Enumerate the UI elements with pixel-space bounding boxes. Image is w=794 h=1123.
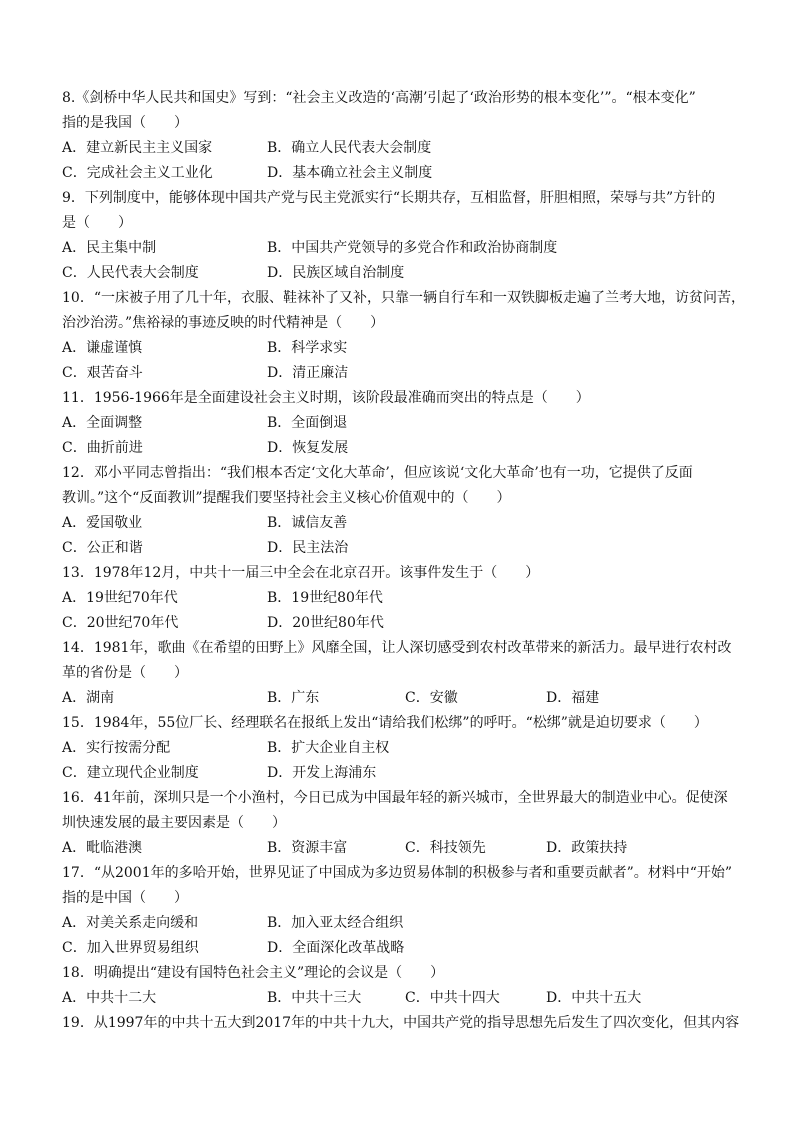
question-10-option-b[interactable]: B．科学求实 — [267, 340, 348, 356]
question-15-option-d[interactable]: D．开发上海浦东 — [267, 765, 377, 781]
question-10-stem-line-1: 10．“一床被子用了几十年，衣服、鞋袜补了又补，只靠一辆自行车和一双铁脚板走遍了兰考大地，访贫问苦， — [62, 290, 745, 306]
question-18-stem-line-1: 18．明确提出“建设有国特色社会主义”理论的会议是（ ） — [62, 965, 445, 981]
question-12-option-b[interactable]: B．诚信友善 — [267, 515, 348, 531]
question-12-stem-line-2: 教训。”这个“反面教训”提醒我们要坚持社会主义核心价值观中的（ ） — [62, 490, 511, 506]
question-9-option-b[interactable]: B．中国共产党领导的多党合作和政治协商制度 — [267, 240, 558, 256]
question-8-option-d[interactable]: D．基本确立社会主义制度 — [267, 165, 433, 181]
question-9-stem-line-1: 9．下列制度中，能够体现中国共产党与民主党派实行“长期共存，互相监督，肝胆相照，荣辱与共”方针的 — [62, 190, 716, 206]
question-18-option-d[interactable]: D．中共十五大 — [546, 990, 642, 1006]
question-17-option-d[interactable]: D．全面深化改革战略 — [267, 940, 405, 956]
question-12-stem-line-1: 12．邓小平同志曾指出：“我们根本否定‘文化大革命’，但应该说‘文化大革命’也有一功，它提供了反面 — [62, 465, 693, 481]
question-11-stem-line-1: 11．1956-1966年是全面建设社会主义时期，该阶段最准确而突出的特点是（ ） — [62, 390, 590, 406]
question-17-stem-line-1: 17．“从2001年的多哈开始，世界见证了中国成为多边贸易体制的积极参与者和重要贡献者”。材料中“开始” — [62, 865, 733, 881]
question-10-option-d[interactable]: D．清正廉洁 — [267, 365, 349, 381]
question-14-option-b[interactable]: B．广东 — [267, 690, 320, 706]
question-15-option-b[interactable]: B．扩大企业自主权 — [267, 740, 390, 756]
question-12-option-c[interactable]: C．公正和谐 — [62, 540, 143, 556]
question-14-option-c[interactable]: C．安徽 — [405, 690, 458, 706]
question-15-option-a[interactable]: A．实行按需分配 — [62, 740, 171, 756]
question-14-option-d[interactable]: D．福建 — [546, 690, 600, 706]
question-15-stem-line-1: 15．1984年，55位厂长、经理联名在报纸上发出“请给我们松绑”的呼吁。“松绑”就是迫切要求（ ） — [62, 715, 708, 731]
question-17-stem-line-2: 指的是中国（ ） — [62, 890, 188, 906]
question-8-option-c[interactable]: C．完成社会主义工业化 — [62, 165, 213, 181]
question-18-option-a[interactable]: A．中共十二大 — [62, 990, 157, 1006]
question-9-option-a[interactable]: A．民主集中制 — [62, 240, 157, 256]
question-16-option-b[interactable]: B．资源丰富 — [267, 840, 348, 856]
question-8-option-a[interactable]: A．建立新民主主义国家 — [62, 140, 213, 156]
question-13-option-b[interactable]: B．19世纪80年代 — [267, 590, 383, 606]
question-14-option-a[interactable]: A．湖南 — [62, 690, 115, 706]
question-10-option-a[interactable]: A．谦虚谨慎 — [62, 340, 143, 356]
question-10-stem-line-2: 治沙治涝。”焦裕禄的事迹反映的时代精神是（ ） — [62, 315, 385, 331]
question-19-stem-line-1: 19．从1997年的中共十五大到2017年的中共十九大，中国共产党的指导思想先后发生了四次变化，但其内容 — [62, 1015, 740, 1031]
question-11-option-c[interactable]: C．曲折前进 — [62, 440, 143, 456]
question-16-stem-line-1: 16．41年前，深圳只是一个小渔村，今日已成为中国最年轻的新兴城市，全世界最大的制造业中心。促使深 — [62, 790, 728, 806]
question-14-stem-line-1: 14．1981年，歌曲《在希望的田野上》风靡全国，让人深切感受到农村改革带来的新活力。最早进行农村改 — [62, 640, 732, 656]
question-17-option-c[interactable]: C．加入世界贸易组织 — [62, 940, 199, 956]
question-16-option-c[interactable]: C．科技领先 — [405, 840, 486, 856]
question-11-option-b[interactable]: B．全面倒退 — [267, 415, 348, 431]
question-16-option-a[interactable]: A．毗临港澳 — [62, 840, 143, 856]
question-10-option-c[interactable]: C．艰苦奋斗 — [62, 365, 143, 381]
question-16-stem-line-2: 圳快速发展的最主要因素是（ ） — [62, 815, 286, 831]
question-8-stem-line-2: 指的是我国（ ） — [62, 115, 188, 131]
question-13-option-c[interactable]: C．20世纪70年代 — [62, 615, 179, 631]
question-8-stem-line-1: 8.《剑桥中华人民共和国史》写到：“社会主义改造的‘高潮’引起了‘政治形势的根本变化’”。“根本变化” — [62, 90, 696, 106]
question-12-option-a[interactable]: A．爱国敬业 — [62, 515, 143, 531]
question-14-stem-line-2: 革的省份是（ ） — [62, 665, 188, 681]
question-13-option-d[interactable]: D．20世纪80年代 — [267, 615, 384, 631]
question-12-option-d[interactable]: D．民主法治 — [267, 540, 349, 556]
question-11-option-a[interactable]: A．全面调整 — [62, 415, 143, 431]
question-16-option-d[interactable]: D．政策扶持 — [546, 840, 628, 856]
question-9-option-c[interactable]: C．人民代表大会制度 — [62, 265, 199, 281]
question-9-stem-line-2: 是（ ） — [62, 215, 132, 231]
question-13-stem-line-1: 13．1978年12月，中共十一届三中全会在北京召开。该事件发生于（ ） — [62, 565, 540, 581]
question-15-option-c[interactable]: C．建立现代企业制度 — [62, 765, 199, 781]
question-11-option-d[interactable]: D．恢复发展 — [267, 440, 349, 456]
question-17-option-b[interactable]: B．加入亚太经合组织 — [267, 915, 404, 931]
question-9-option-d[interactable]: D．民族区域自治制度 — [267, 265, 405, 281]
question-13-option-a[interactable]: A．19世纪70年代 — [62, 590, 178, 606]
question-18-option-c[interactable]: C．中共十四大 — [405, 990, 500, 1006]
question-17-option-a[interactable]: A．对美关系走向缓和 — [62, 915, 199, 931]
question-8-option-b[interactable]: B．确立人民代表大会制度 — [267, 140, 432, 156]
question-18-option-b[interactable]: B．中共十三大 — [267, 990, 362, 1006]
